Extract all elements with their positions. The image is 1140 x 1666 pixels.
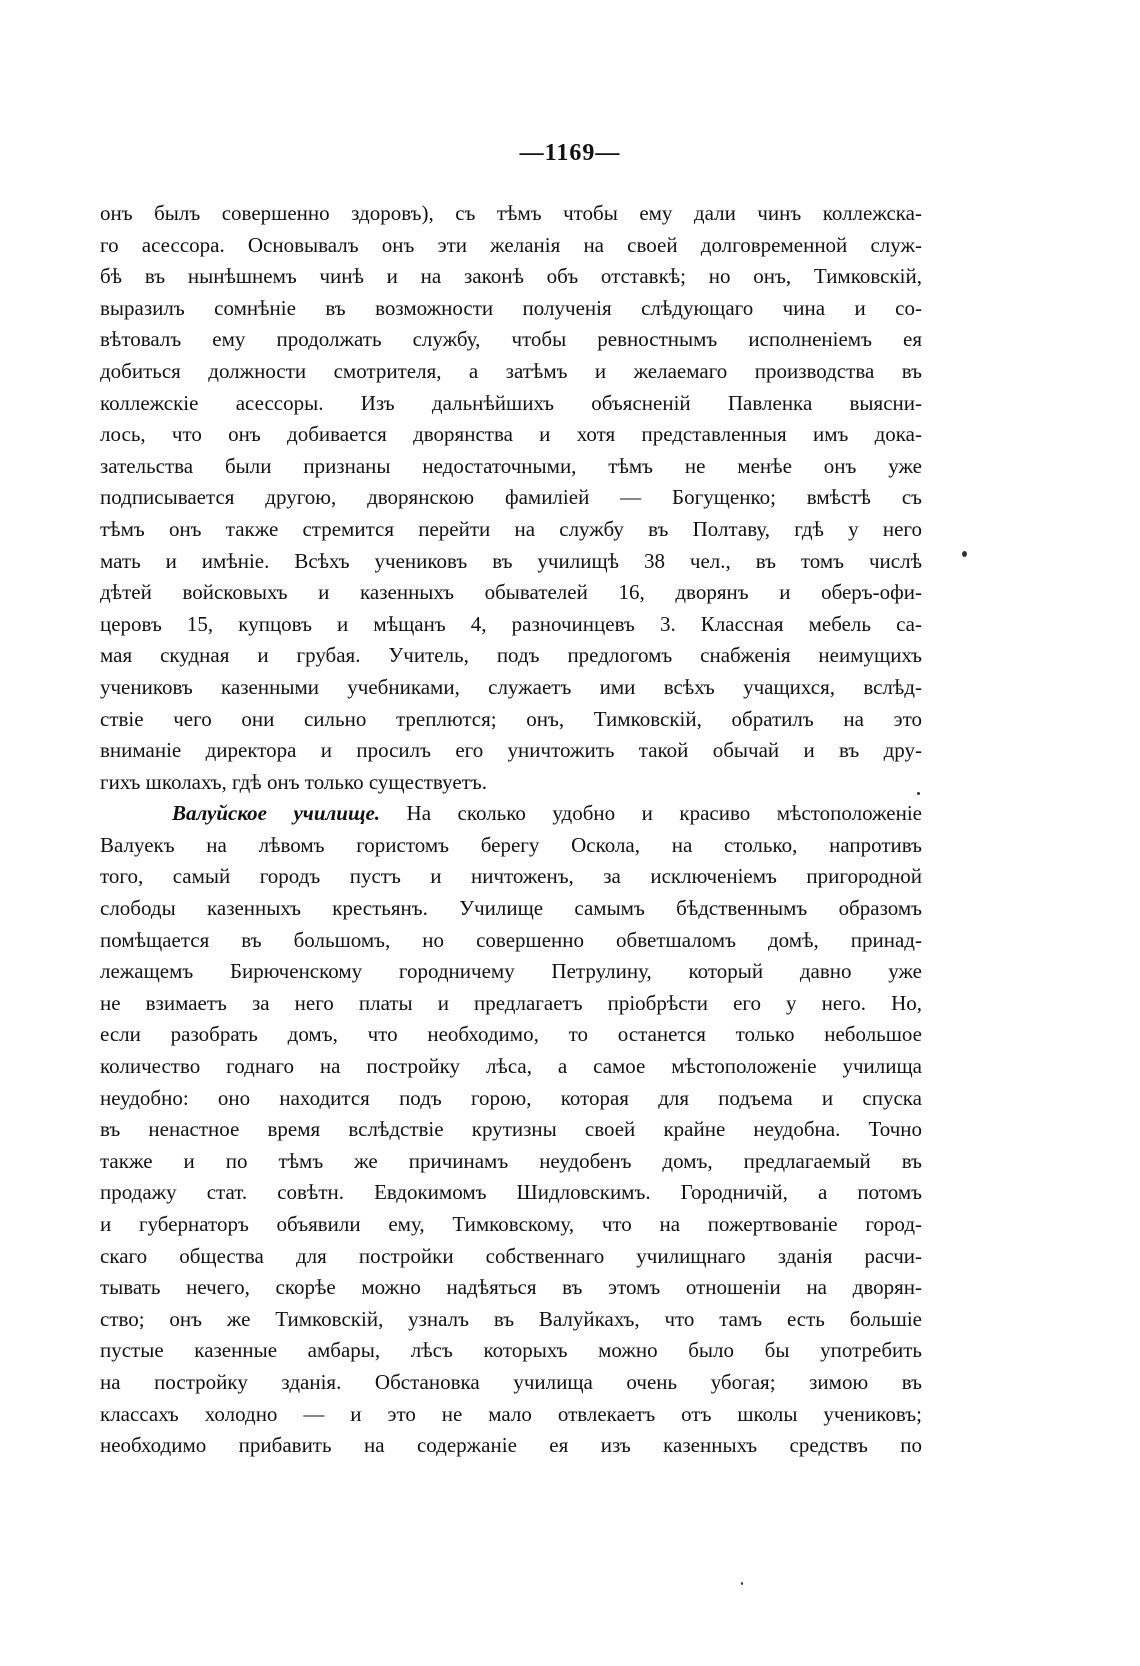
paragraph-2-first-line-text: На сколько удобно и красиво мѣстоположеніе: [406, 801, 922, 826]
text-line: мая скудная и грубая. Учитель, подъ предлогомъ снабженія неимущихъ: [100, 643, 922, 668]
text-line: вѣтовалъ ему продолжать службу, чтобы ревностнымъ исполненіемъ ея: [100, 327, 922, 352]
text-line: тывать нечего, скорѣе можно надѣяться въ этомъ отношеніи на дворян-: [100, 1275, 922, 1300]
text-line: церовъ 15, купцовъ и мѣщанъ 4, разночинцевъ 3. Классная мебель са-: [100, 611, 922, 636]
text-line: того, самый городъ пустъ и ничтоженъ, за исключеніемъ пригородной: [100, 864, 922, 889]
body-text: [100, 198, 922, 1462]
text-line: пустые казенные амбары, лѣсъ которыхъ можно было бы употребить: [100, 1338, 922, 1363]
paragraph-2: [100, 798, 922, 1461]
paragraph-1: [100, 198, 922, 798]
page-number: —1169—: [519, 140, 621, 166]
text-line: гихъ школахъ, гдѣ онъ только существуетъ.: [100, 769, 487, 794]
text-line: скаго общества для постройки собственнаго училищнаго зданія расчи-: [100, 1243, 922, 1268]
text-line: не взимаетъ за него платы и предлагаетъ пріобрѣсти его у него. Но,: [100, 990, 922, 1015]
text-line: ствіе чего они сильно треплются; онъ, Тимковскій, обратилъ на это: [100, 706, 922, 731]
text-line: классахъ холодно — и это не мало отвлекаетъ отъ школы учениковъ;: [100, 1401, 922, 1426]
text-line: ство; онъ же Тимковскій, узналъ въ Валуйкахъ, что тамъ есть большіе: [100, 1306, 922, 1331]
text-line: продажу стат. совѣтн. Евдокимомъ Шидловскимъ. Городничій, а потомъ: [100, 1180, 922, 1205]
text-line: тѣмъ онъ также стремится перейти на службу въ Полтаву, гдѣ у него: [100, 516, 922, 541]
text-line: и губернаторъ объявили ему, Тимковскому, что на пожертвованіе город-: [100, 1212, 922, 1236]
section-heading: Валуйское училище.: [172, 801, 381, 826]
text-line: го асессора. Основывалъ онъ эти желанія на своей долговременной служ-: [100, 232, 922, 257]
text-line: также и по тѣмъ же причинамъ неудобенъ домъ, предлагаемый въ: [100, 1148, 922, 1173]
text-line: подписывается другою, дворянскою фамиліей — Богущенко; вмѣстѣ съ: [100, 485, 922, 510]
text-line: лось, что онъ добивается дворянства и хотя представленныя имъ дока-: [100, 422, 922, 447]
text-line: добиться должности смотрителя, а затѣмъ и желаемаго производства въ: [100, 358, 922, 383]
text-line: если разобрать домъ, что необходимо, то останется только небольшое: [100, 1022, 922, 1047]
text-line: коллежскіе асессоры. Изъ дальнѣйшихъ объясненій Павленка выясни-: [100, 390, 922, 415]
text-line: количество годнаго на постройку лѣса, а самое мѣстоположеніе училища: [100, 1054, 922, 1079]
text-line: необходимо прибавить на содержаніе ея изъ казенныхъ средствъ по: [100, 1433, 922, 1458]
text-line: помѣщается въ большомъ, но совершенно обветшаломъ домѣ, принад-: [100, 927, 922, 952]
text-line: Валуекъ на лѣвомъ гористомъ берегу Оскола, на столько, напротивъ: [100, 832, 922, 857]
text-line: слободы казенныхъ крестьянъ. Училище самымъ бѣдственнымъ образомъ: [100, 896, 922, 921]
text-line: лежащемъ Бирюченскому городничему Петрулину, который давно уже: [100, 959, 922, 984]
text-line: въ ненастное время вслѣдствіе крутизны своей крайне неудобна. Точно: [100, 1117, 922, 1142]
text-line: на постройку зданія. Обстановка училища очень убогая; зимою въ: [100, 1369, 922, 1394]
text-line: вниманіе директора и просилъ его уничтожить такой обычай и въ дру-: [100, 738, 922, 763]
text-line: дѣтей войсковыхъ и казенныхъ обывателей 16, дворянъ и оберъ-офи-: [100, 580, 922, 605]
scan-speck: [917, 792, 920, 795]
scan-speck: [741, 1582, 743, 1585]
text-line: бѣ въ нынѣшнемъ чинѣ и на законѣ объ отставкѣ; но онъ, Тимковскій,: [100, 264, 922, 289]
scan-speck: [962, 551, 967, 557]
text-line: мать и имѣніе. Всѣхъ учениковъ въ училищѣ 38 чел., въ томъ числѣ: [100, 548, 922, 573]
text-line: зательства были признаны недостаточными, тѣмъ не менѣе онъ уже: [100, 453, 922, 478]
paragraph-2-first-line: [100, 798, 922, 830]
text-line: учениковъ казенными учебниками, служаетъ ими всѣхъ учащихся, вслѣд-: [100, 674, 922, 699]
text-line: неудобно: оно находится подъ горою, которая для подъема и спуска: [100, 1085, 922, 1110]
text-line: выразилъ сомнѣніе въ возможности полученія слѣдующаго чина и со-: [100, 295, 922, 320]
text-line: онъ былъ совершенно здоровъ), съ тѣмъ чтобы ему дали чинъ коллежска-: [100, 201, 922, 225]
